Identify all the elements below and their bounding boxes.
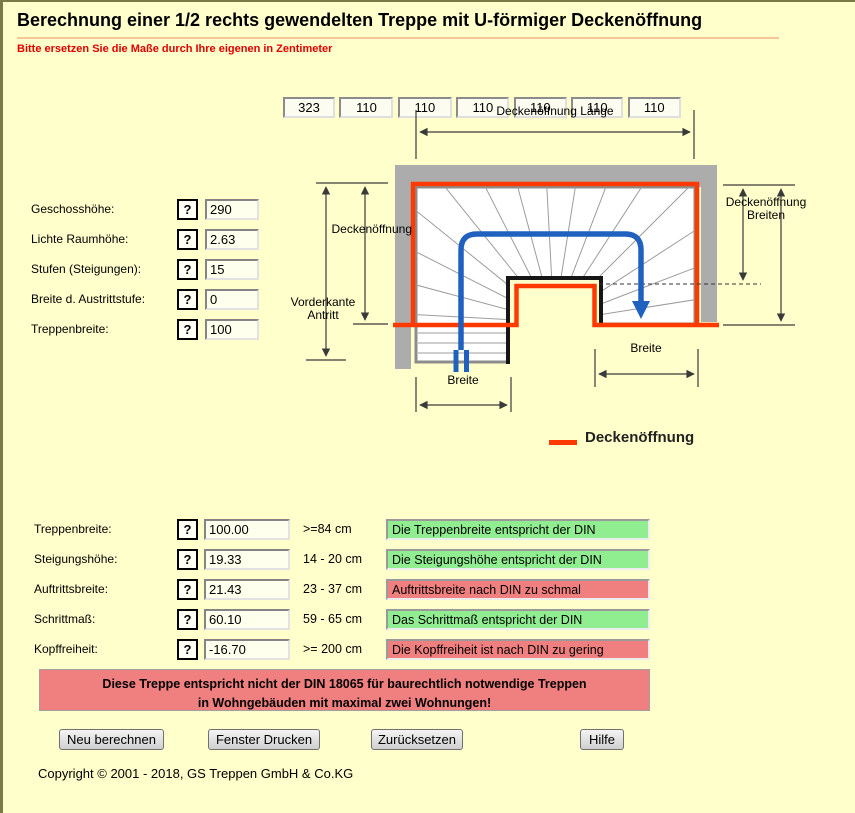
field-label: Schrittmaß: — [34, 612, 96, 626]
help-button[interactable]: ? — [177, 199, 198, 220]
help-button[interactable]: ? — [177, 609, 198, 630]
vorderkante-antritt-label: Vorderkante Antritt — [290, 295, 356, 322]
help-button[interactable]: ? — [177, 579, 198, 600]
reset-button[interactable]: Zurücksetzen — [371, 729, 463, 750]
help-button[interactable]: ? — [177, 259, 198, 280]
treppenbreite-input[interactable] — [205, 319, 259, 340]
field-label: Breite d. Austrittstufe: — [31, 292, 146, 306]
din-range: 59 - 65 cm — [303, 612, 363, 626]
stairwell-inner-wall — [508, 278, 601, 364]
treppenbreite-result-input[interactable] — [204, 519, 290, 540]
result-row-treppenbreite — [3, 519, 663, 541]
schrittmass-result-input[interactable] — [204, 609, 290, 630]
legend-opening-label: Deckenöffnung — [585, 429, 695, 446]
result-row-auftrittsbreite — [3, 579, 663, 601]
title-underline — [17, 37, 779, 39]
din-warning-banner: Diese Treppe entspricht nicht der DIN 18065 für baurechtlich notwendige Treppen in Wohngebäuden mit maximal zwei Wohnungen! — [39, 669, 650, 711]
result-row-kopffreiheit — [3, 639, 663, 661]
status-message: Auftrittsbreite nach DIN zu schmal — [386, 579, 650, 600]
kopffreiheit-result-input[interactable] — [204, 639, 290, 660]
stair-outline — [416, 187, 695, 362]
stair-plan-drawing — [283, 97, 818, 457]
stair-plan-diagram — [283, 97, 818, 457]
geschosshoehe-input[interactable] — [205, 199, 259, 220]
status-message: Die Treppenbreite entspricht der DIN — [386, 519, 650, 540]
help-button[interactable]: ? — [177, 519, 198, 540]
field-label: Steigungshöhe: — [34, 552, 118, 566]
form-row-stufen — [3, 259, 283, 281]
copyright-notice: Copyright © 2001 - 2018, GS Treppen GmbH & Co.KG — [38, 766, 354, 781]
result-row-schrittmass — [3, 609, 663, 631]
status-message: Die Steigungshöhe entspricht der DIN — [386, 549, 650, 570]
help-button[interactable]: ? — [177, 319, 198, 340]
deckenoeffnung-laenge-label: Deckenöffnung Länge — [496, 104, 614, 118]
raumhoehe-input[interactable] — [205, 229, 259, 250]
stufen-input[interactable] — [205, 259, 259, 280]
help-button[interactable]: ? — [177, 639, 198, 660]
page-subtitle: Bitte ersetzen Sie die Maße durch Ihre eigenen in Zentimeter — [17, 43, 333, 55]
deckenoeffnung-left-label: Deckenöffnung — [331, 222, 412, 236]
field-label: Treppenbreite: — [34, 522, 112, 536]
form-row-treppenbreite — [3, 319, 283, 341]
din-range: 14 - 20 cm — [303, 552, 363, 566]
breite-left-label: Breite — [447, 373, 479, 387]
form-row-austrittstufe — [3, 289, 283, 311]
status-message: Die Kopffreiheit ist nach DIN zu gering — [386, 639, 650, 660]
din-range: 23 - 37 cm — [303, 582, 363, 596]
help-button[interactable]: ? — [177, 229, 198, 250]
field-label: Stufen (Steigungen): — [31, 262, 142, 276]
help-page-button[interactable]: Hilfe — [580, 729, 624, 750]
legend-opening-swatch — [549, 440, 577, 445]
result-row-steigungshoehe — [3, 549, 663, 571]
status-message: Das Schrittmaß entspricht der DIN — [386, 609, 650, 630]
form-row-raumhoehe — [3, 229, 283, 251]
print-window-button[interactable]: Fenster Drucken — [208, 729, 320, 750]
breite-right-label: Breite — [630, 341, 662, 355]
help-button[interactable]: ? — [177, 549, 198, 570]
help-button[interactable]: ? — [177, 289, 198, 310]
form-row-geschosshoehe — [3, 199, 283, 221]
deckenoeffnung-breiten-label: Deckenöffnung Breiten — [725, 195, 807, 222]
din-range: >=84 cm — [303, 522, 352, 536]
field-label: Geschosshöhe: — [31, 202, 115, 216]
page-title: Berechnung einer 1/2 rechts gewendelten Treppe mit U-förmiger Deckenöffnung — [17, 10, 703, 30]
field-label: Kopffreiheit: — [34, 642, 98, 656]
steigungshoehe-result-input[interactable] — [204, 549, 290, 570]
auftrittsbreite-result-input[interactable] — [204, 579, 290, 600]
recalculate-button[interactable]: Neu berechnen — [59, 729, 164, 750]
austrittstufe-input[interactable] — [205, 289, 259, 310]
field-label: Lichte Raumhöhe: — [31, 232, 129, 246]
field-label: Treppenbreite: — [31, 322, 109, 336]
field-label: Auftrittsbreite: — [34, 582, 109, 596]
din-range: >= 200 cm — [303, 642, 363, 656]
